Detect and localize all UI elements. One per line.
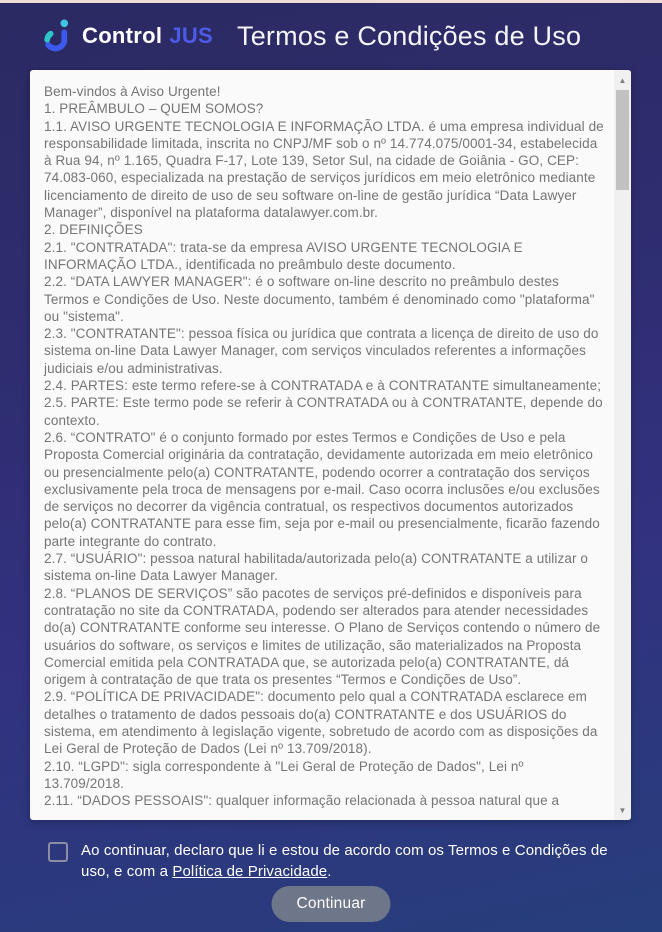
scrollbar-thumb[interactable] xyxy=(616,90,629,190)
privacy-policy-link[interactable]: Política de Privacidade xyxy=(172,863,328,880)
terms-paragraph: 1.1. AVISO URGENTE TECNOLOGIA E INFORMAÇÃO LTDA. é uma empresa individual de responsabilidade limitada, inscrita no CNPJ/MF sob o nº 14.774.075/0001-34, estabelecida à Rua 94, nº 1.165, Quadra F-17, Lote 139, Setor Sul, na cidade de Goiânia - GO, CEP: 74.083-060, especializada na prestação de serviços jurídicos em meio eletrônico mediante licenciamento de direito de uso de seu software on-line de gestão jurídica “Data Lawyer Manager”, disponível na plataforma datalawyer.com.br. xyxy=(44,118,604,221)
terms-paragraph: Bem-vindos à Aviso Urgente! xyxy=(44,84,221,99)
page-title: Termos e Condições de Uso xyxy=(237,20,582,51)
terms-paragraph: 2.3. "CONTRATANTE": pessoa física ou jurídica que contrata a licença de direito de uso do sistema on-line Data Lawyer Manager, com serviços vinculados referentes a informações judiciais e/ou administrativas. xyxy=(44,326,599,376)
header xyxy=(40,10,642,62)
brand-name: Control xyxy=(82,23,163,48)
terms-content[interactable] xyxy=(30,70,614,820)
terms-paragraph: 2.10. “LGPD": sigla correspondente à "Lei Geral de Proteção de Dados", Lei nº 13.709/2018. xyxy=(44,758,524,791)
brand-suffix: JUS xyxy=(169,23,214,48)
terms-paragraph: 2.5. PARTE: Este termo pode se referir à CONTRATADA ou à CONTRATANTE, depende do contexto. xyxy=(44,395,603,428)
terms-paragraph: 2.11. “DADOS PESSOAIS": qualquer informação relacionada à pessoa natural que a xyxy=(44,793,560,809)
scroll-down-icon[interactable]: ▼ xyxy=(618,805,627,815)
scroll-up-icon[interactable]: ▲ xyxy=(618,75,627,85)
agreement-text xyxy=(81,840,623,882)
terms-paragraph: 2.6. “CONTRATO" é o conjunto formado por estes Termos e Condições de Uso e pela Proposta Comercial originária da contratação, devidamente autorizada em meio eletrônico ou presencialmente pelo(a) CONTRATANTE, podendo ocorrer a contratação dos serviços exclusivamente pela troca de mensagens por e-mail. Caso ocorra inclusões e/ou exclusões de serviços no decorrer da vigência contratual, os respectivos documentos autorizados pelo(a) CONTRATANTE para esse fim, seja por e-mail ou presencialmente, ficarão fazendo parte integrante do contrato. xyxy=(44,429,600,549)
terms-paragraph: 2. DEFINIÇÕES xyxy=(44,222,143,238)
terms-paragraph: 2.4. PARTES: este termo refere-se à CONTRATADA e à CONTRATANTE simultaneamente; xyxy=(44,378,602,394)
terms-paragraph: 2.2. “DATA LAWYER MANAGER": é o software on-line descrito no preâmbulo destes Termos e Condições de Uso. Neste documento, também é denominado como "plataforma" ou "sistema". xyxy=(44,274,595,324)
terms-paragraph: 2.1. "CONTRATADA": trata-se da empresa AVISO URGENTE TECNOLOGIA E INFORMAÇÃO LTDA., identificada no preâmbulo deste documento. xyxy=(44,239,523,272)
terms-panel xyxy=(30,70,631,820)
agreement-row xyxy=(48,840,623,882)
continue-button[interactable]: Continuar xyxy=(271,886,390,922)
agreement-text-before: Ao continuar, declaro que li e estou de acordo com os Termos e Condições de uso, e com a xyxy=(81,842,608,880)
agreement-text-after: . xyxy=(327,863,332,880)
terms-scrollbar[interactable] xyxy=(614,70,631,820)
terms-paragraph: 2.7. “USUÁRIO": pessoa natural habilitada/autorizada pelo(a) CONTRATANTE a utilizar o sistema on-line Data Lawyer Manager. xyxy=(44,551,589,584)
terms-paragraph: 2.8. “PLANOS DE SERVIÇOS” são pacotes de serviços pré-definidos e disponíveis para contratação no site da CONTRATADA, podendo ser alterados para atender necessidades do(a) CONTRATANTE conforme seu interesse. O Plano de Serviços contendo o número de usuários do software, os serviços e limites de utilização, são materializados na Proposta Comercial emitida pela CONTRATADA que, se autorizada pelo(a) CONTRATANTE, dá origem à contratação de que trata os presentes “Termos e Condições de Uso”. xyxy=(44,585,601,688)
terms-paragraph: 1. PREÂMBULO – QUEM SOMOS? xyxy=(44,101,264,117)
terms-agreement-checkbox[interactable] xyxy=(48,842,68,862)
controljus-logo xyxy=(40,16,213,56)
controljus-j-icon xyxy=(40,16,74,56)
top-edge-strip xyxy=(0,0,662,3)
terms-paragraph: 2.9. “POLÍTICA DE PRIVACIDADE": documento pelo qual a CONTRATADA esclarece em detalhes o tratamento de dados pessoais do(a) CONTRATANTE e dos USUÁRIOS do sistema, em atendimento à legislação vigente, sobretudo de acordo com as disposições da Lei Geral de Proteção de Dados (Lei nº 13.709/2018). xyxy=(44,689,598,757)
